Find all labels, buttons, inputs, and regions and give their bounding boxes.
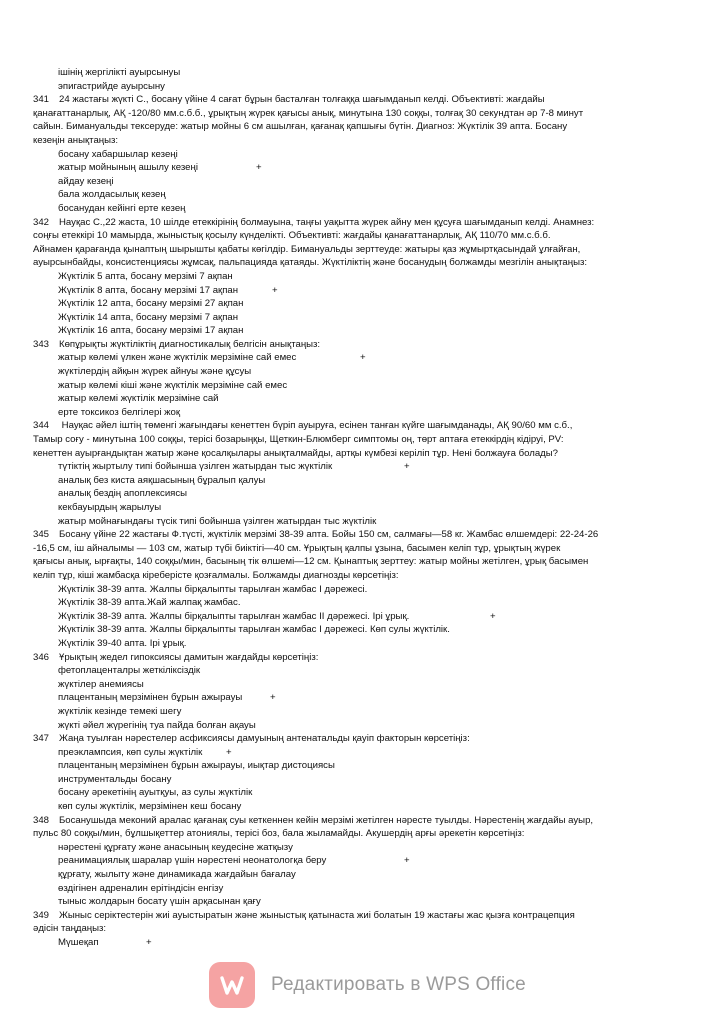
line-text: Жүктілік 38-39 апта.Жай жалпақ жамбас. [58, 597, 241, 609]
line-text: Босану үйіне 22 жастағы Ф.түсті, жүктілік мерзімі 38-39 апта. Бойы 150 см, салмағы—58 кг. Жамбас өлшемдері: 22-24-26 [59, 529, 599, 541]
line-text: ауырсынбайды, консистенциясы жұмсақ, пальпацияда қатаяды. Жүктіліктің және босанудың болжамды мезгілін анықтаңыз: [33, 257, 588, 269]
answer-option [58, 610, 701, 624]
line-text: әдісін таңдаңыз: [33, 923, 107, 935]
line-text: түтіктің жыртылу типі бойынша үзілген жатырдан тыс жүктілік [58, 461, 333, 473]
question-text-line [33, 542, 701, 556]
line-text: сайын. Бимануальды тексеруде: жатыр мойны 6 см ашылған, қағанақ қапшығы бүтін. Диагноз: Жүктілік 39 апта. Босану [33, 121, 568, 133]
question-text-line [33, 433, 701, 447]
question-number: 344 [33, 420, 50, 432]
line-text: айдау кезеңі [58, 175, 114, 187]
question-line [33, 651, 701, 665]
answer-option [58, 773, 701, 787]
line-text: Жүктілік 8 апта, босану мерзімі 17 ақпан [58, 284, 239, 296]
answer-option [58, 284, 701, 298]
question-text-line [33, 569, 701, 583]
line-text: реанимациялық шаралар үшін нәрестені неонатологқа беру [58, 855, 327, 867]
correct-answer-mark: + [404, 855, 410, 867]
answer-option [58, 936, 701, 950]
question-text-line [33, 120, 701, 134]
answer-option [58, 882, 701, 896]
correct-answer-mark: + [256, 162, 262, 174]
answer-option [58, 786, 701, 800]
line-text: бала жолдасылық кезең [58, 189, 166, 201]
answer-option [58, 188, 701, 202]
answer-option [58, 161, 701, 175]
line-text: Жүктілік 38-39 апта. Жалпы бірқалыпты тарылған жамбас II дәрежесі. Ірі ұрық. [58, 610, 410, 622]
line-text: қанағаттанарлық, АҚ -120/80 мм.с.б.б., ұрықтың жүрек қағысы анық, минутына 130 соққы, толғақ 30 секундтан әр 7-8 минут [33, 107, 584, 119]
question-text-line [33, 134, 701, 148]
answer-option [58, 746, 701, 760]
line-text: аналық бездің апоплексиясы [58, 488, 188, 500]
line-text: плацентаның мерзімінен бұрын ажырауы, иықтар дистоциясы [58, 760, 335, 772]
answer-option [58, 583, 701, 597]
answer-option [58, 596, 701, 610]
answer-option [58, 175, 701, 189]
document-body [33, 66, 701, 950]
question-number: 341 [33, 94, 50, 106]
question-number: 342 [33, 216, 50, 228]
answer-option [58, 311, 701, 325]
answer-option [58, 664, 701, 678]
line-text: жатыр көлемі кіші және жүктілік мерзіміне сай емес [58, 379, 288, 391]
answer-option [58, 148, 701, 162]
correct-answer-mark: + [226, 746, 232, 758]
line-text: Жүктілік 39-40 апта. Ірі ұрық. [58, 637, 187, 649]
question-number: 343 [33, 338, 50, 350]
line-text: Жүктілік 14 апта, босану мерзімі 7 ақпан [58, 311, 239, 323]
answer-option [58, 854, 701, 868]
question-line [33, 909, 701, 923]
answer-option [58, 515, 701, 529]
line-text: фетоплаценталры жеткіліксіздік [58, 665, 201, 677]
line-text: босану әрекетінің ауытқуы, аз сулы жүктілік [58, 787, 253, 799]
answer-option [58, 719, 701, 733]
question-number: 346 [33, 651, 50, 663]
line-text: жүктілік кезінде темекі шегу [58, 705, 182, 717]
line-text: Жүктілік 38-39 апта. Жалпы бірқалыпты тарылған жамбас I дәрежесі. Көп сулы жүктілік. [58, 624, 450, 636]
line-text: Мүшеқап [58, 937, 99, 948]
line-text: плацентаның мерзімінен бұрын ажырауы [58, 692, 243, 704]
wps-logo-icon [209, 962, 255, 1008]
answer-option [58, 474, 701, 488]
wps-w-icon [217, 970, 247, 1000]
line-text: жүктілер анемиясы [58, 678, 144, 690]
answer-option [58, 623, 701, 637]
question-line [33, 419, 701, 433]
wps-edit-label[interactable]: Редактировать в WPS Office [271, 974, 526, 995]
answer-option [58, 800, 701, 814]
question-number: 347 [33, 733, 50, 745]
question-line [33, 93, 701, 107]
line-text: Жүктілік 5 апта, босану мерзімі 7 ақпан [58, 270, 233, 282]
question-text-line [33, 555, 701, 569]
line-text: жүкті әйел жүрегінің туа пайда болған ақауы [58, 719, 256, 731]
answer-option [58, 759, 701, 773]
line-text: Ұрықтың жедел гипоксиясы дамитын жағдайды көрсетіңіз: [59, 651, 319, 663]
answer-option [58, 637, 701, 651]
line-text: инструментальды босану [58, 773, 172, 785]
line-text: пульс 80 соққы/мин, бұлшықеттер атониялы, терісі боз, бала жыламайды. Акушердің арғы әрекетін көрсетіңіз: [33, 828, 525, 840]
line-text: босану хабаршылар кезеңі [58, 148, 178, 160]
line-text: келіп тұр, кіші жамбасқа кіреберісте қозғалмалы. Болжамды диагнозды көрсетіңіз: [33, 569, 399, 581]
correct-answer-mark: + [490, 610, 496, 622]
answer-option [58, 705, 701, 719]
answer-option [58, 365, 701, 379]
line-text: Тамыр соғу - минутына 100 соққы, терісі бозарыңқы, Щеткин-Блюмберг симптомы оң, төрт аптаға етеккірдің кідіруі, PV: [33, 434, 564, 446]
question-number: 348 [33, 814, 50, 826]
line-text: тыныс жолдарын босату үшін арқасынан қағу [58, 896, 261, 908]
line-text: Науқас С.,22 жаста, 10 шілде етеккірінің болмауына, таңғы уақытта жүрек айну мен құсуға шағымданып келді. Анамнез: [59, 216, 595, 228]
answer-option [58, 66, 701, 80]
line-text: жүктілердің айқын жүрек айнуы және құсуы [58, 366, 252, 378]
question-line [33, 732, 701, 746]
wps-edit-banner[interactable] [209, 961, 539, 1009]
question-text-line [33, 827, 701, 841]
answer-option [58, 868, 701, 882]
question-text-line [33, 229, 701, 243]
question-text-line [33, 107, 701, 121]
question-number: 345 [33, 529, 50, 541]
question-line [33, 338, 701, 352]
correct-answer-mark: + [360, 352, 366, 364]
answer-option [58, 297, 701, 311]
answer-option [58, 460, 701, 474]
line-text: Айнамен қарағанда қынаптың шырышты қабаты көгілдір. Бимануальды зерттеуде: жатыры қаз жұмыртқасындай ұлғайған, [33, 243, 581, 255]
line-text: -16,5 см, іш айналымы — 103 см, жатыр түбі биіктігі—40 см. Ұрықтың қалпы ұзына, басымен келіп тұр, ұрықтың жүрек [33, 542, 561, 554]
line-text: кенеттен ауырғандықтан жатыр және қосалқылары анықталмайды, артқы күмбезі керіліп тұр. Нені болжауға болады? [33, 447, 558, 459]
line-text: Науқас әйел іштің төменгі жағындағы кенеттен бүріп ауыруға, есінен танған күйге шағымданады, АҚ 90/60 мм с.б., [59, 420, 573, 432]
line-text: аналық без киста аяқшасының бұралып қалуы [58, 474, 266, 486]
answer-option [58, 270, 701, 284]
line-text: ішінің жергілікті ауырсынуы [58, 67, 181, 78]
correct-answer-mark: + [146, 937, 152, 948]
line-text: Жаңа туылған нәрестелер асфиксиясы дамуының антенатальды қауіп факторын көрсетіңіз: [59, 733, 470, 745]
line-text: Жүктілік 38-39 апта. Жалпы бірқалыпты тарылған жамбас I дәрежесі. [58, 583, 368, 595]
answer-option [58, 80, 701, 94]
question-text-line [33, 256, 701, 270]
line-text: соңғы етеккірі 10 мамырда, жыныстық қосылу күнделікті. Объективті: жағдайы қанағаттанарлық, АҚ 110/70 мм.с.б.б. [33, 230, 551, 242]
line-text: жатыр көлемі жүктілік мерзіміне сай [58, 393, 219, 405]
answer-option [58, 841, 701, 855]
question-text-line [33, 447, 701, 461]
answer-option [58, 351, 701, 365]
question-line [33, 814, 701, 828]
line-text: босанудан кейінгі ерте кезең [58, 202, 186, 214]
line-text: кезеңін анықтаңыз: [33, 134, 119, 146]
correct-answer-mark: + [272, 284, 278, 296]
question-line [33, 528, 701, 542]
line-text: нәрестені құрғату және анасының кеудесіне жатқызу [58, 841, 293, 853]
line-text: Жүктілік 12 апта, босану мерзімі 27 ақпан [58, 298, 244, 310]
line-text: құрғату, жылыту және динамикада жағдайын бағалау [58, 869, 296, 881]
question-line [33, 216, 701, 230]
line-text: Жүктілік 16 апта, босану мерзімі 17 ақпан [58, 325, 244, 337]
line-text: өздігінен адреналин ерітіндісін енгізу [58, 882, 224, 894]
answer-option [58, 392, 701, 406]
answer-option [58, 379, 701, 393]
line-text: қағысы анық, ырғақты, 140 соққы/мин, басының тік өлшемі—12 см. Қынаптық зерттеу: жатыр мойны жетілген, ұрық басымен [33, 556, 589, 568]
line-text: Босанушыда меконий аралас қағанақ суы кеткеннен кейін мерзімі жетілген нәресте туылды. Нәрестенің жағдайы ауыр, [59, 814, 594, 826]
answer-option [58, 202, 701, 216]
correct-answer-mark: + [404, 461, 410, 473]
line-text: преэклампсия, көп сулы жүктілік [58, 746, 203, 758]
answer-option [58, 895, 701, 909]
answer-option [58, 324, 701, 338]
answer-option [58, 406, 701, 420]
line-text: 24 жастағы жүкті С., босану үйіне 4 сағат бұрын басталған толғаққа шағымданып келді. Объективті: жағдайы [59, 94, 545, 106]
answer-option [58, 691, 701, 705]
correct-answer-mark: + [270, 692, 276, 704]
line-text: жатыр мойнының ашылу кезеңі [58, 162, 198, 174]
line-text: Жыныс серіктестерін жиі ауыстыратын және жыныстық қатынаста жиі болатын 19 жастағы жас қызға контрацепция [59, 909, 575, 921]
answer-option [58, 487, 701, 501]
line-text: көп сулы жүктілік, мерзімінен кеш босану [58, 801, 242, 813]
question-number: 349 [33, 909, 50, 921]
line-text: эпигастрийде ауырсыну [58, 80, 165, 92]
line-text: ерте токсикоз белгілері жоқ [58, 406, 181, 418]
line-text: Көпұрықты жүктіліктің диагностикалық белгісін анықтаңыз: [59, 338, 321, 350]
line-text: жатыр көлемі үлкен және жүктілік мерзіміне сай емес [58, 352, 297, 364]
answer-option [58, 501, 701, 515]
question-text-line [33, 243, 701, 257]
line-text: жатыр мойнағындағы түсік типі бойынша үзілген жатырдан тыс жүктілік [58, 515, 377, 527]
answer-option [58, 678, 701, 692]
question-text-line [33, 922, 701, 936]
line-text: кекбауырдың жарылуы [58, 502, 162, 513]
